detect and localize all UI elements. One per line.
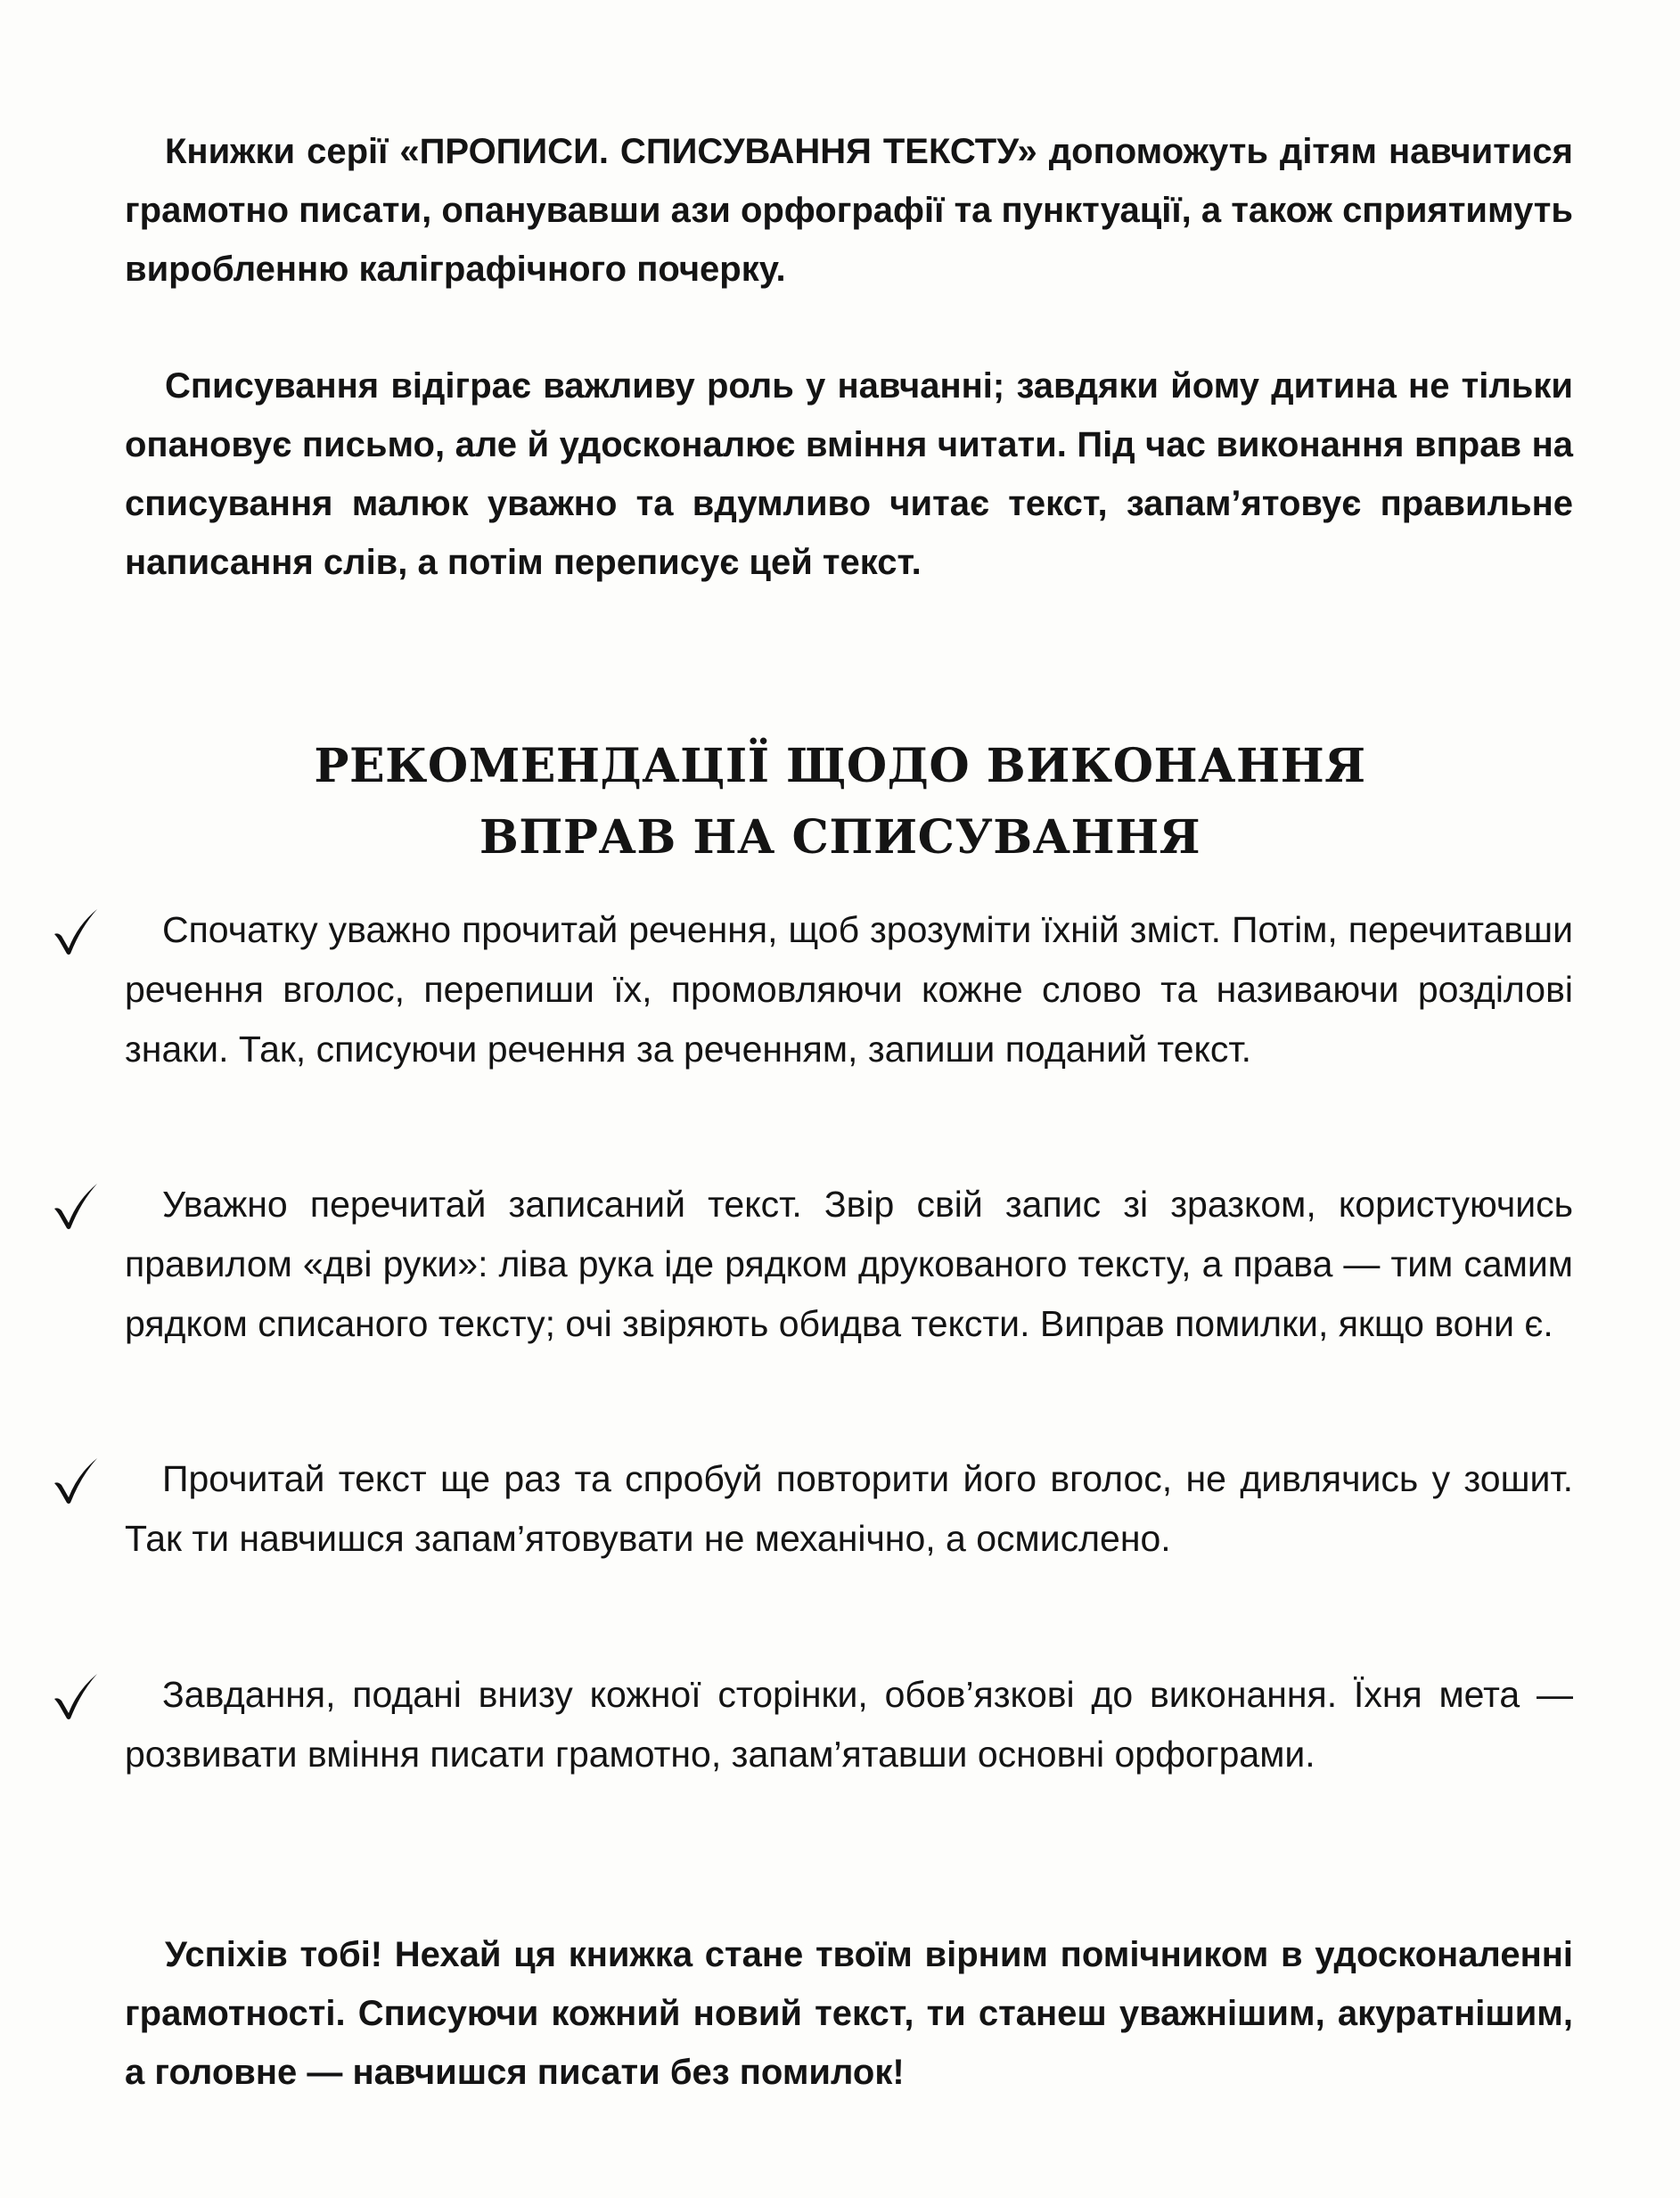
recommendation-text: Завдання, подані внизу кожної сторінки, обов’язкові до виконання. Їхня мета — розвивати вміння писати грамотно, запам’ятавши основні орфограми.	[125, 1674, 1573, 1775]
checkmark-icon	[49, 1180, 101, 1232]
checkmark-icon	[49, 906, 101, 957]
closing-paragraph: Успіхів тобі! Нехай ця книжка стане твоїм вірним помічником в удосконаленні грамотності. Списуючи кожний новий текст, ти станеш уважнішим, акуратнішим, а головне — навчишся писати без помилок!	[125, 1935, 1573, 2092]
checkmark-icon	[49, 1455, 101, 1506]
recommendation-text: Прочитай текст ще раз та спробуй повторити його вголос, не дивлячись у зошит. Так ти навчишся запам’ятовувати не механічно, а осмислено.	[125, 1458, 1573, 1559]
section-heading	[0, 731, 1680, 873]
intro-paragraph-2: Списування відіграє важливу роль у навчанні; завдяки йому дитина не тільки опановує письмо, але й удосконалює вміння читати. Під час виконання вправ на списування малюк уважно та вдумливо читає текст, запам’ятовує правильне написання слів, а потім переписує цей текст.	[125, 366, 1573, 582]
intro-paragraph-1: Книжки серії «ПРОПИСИ. СПИСУВАННЯ ТЕКСТУ» допоможуть дітям навчитися грамотно писати, опанувавши ази орфографії та пунктуації, а також сприятимуть виробленню каліграфічного почерку.	[125, 132, 1573, 289]
recommendation-text: Спочатку уважно прочитай речення, щоб зрозуміти їхній зміст. Потім, перечитавши речення вголос, перепиши їх, промовляючи кожне слово та називаючи розділові знаки. Так, списуючи речення за реченням, запиши поданий текст.	[125, 909, 1573, 1070]
checkmark-icon	[49, 1670, 101, 1722]
section-heading-line-2: ВПРАВ НА СПИСУВАННЯ	[479, 810, 1201, 865]
section-heading-line-1: РЕКОМЕНДАЦІЇ ЩОДО ВИКОНАННЯ	[314, 739, 1366, 793]
recommendation-text: Уважно перечитай записаний текст. Звір свій запис зі зразком, користуючись правилом «дві руки»: ліва рука іде рядком друкованого тексту, а права — тим самим рядком списаного тексту; очі звіряють обидва тексти. Виправ помилки, якщо вони є.	[125, 1184, 1573, 1344]
